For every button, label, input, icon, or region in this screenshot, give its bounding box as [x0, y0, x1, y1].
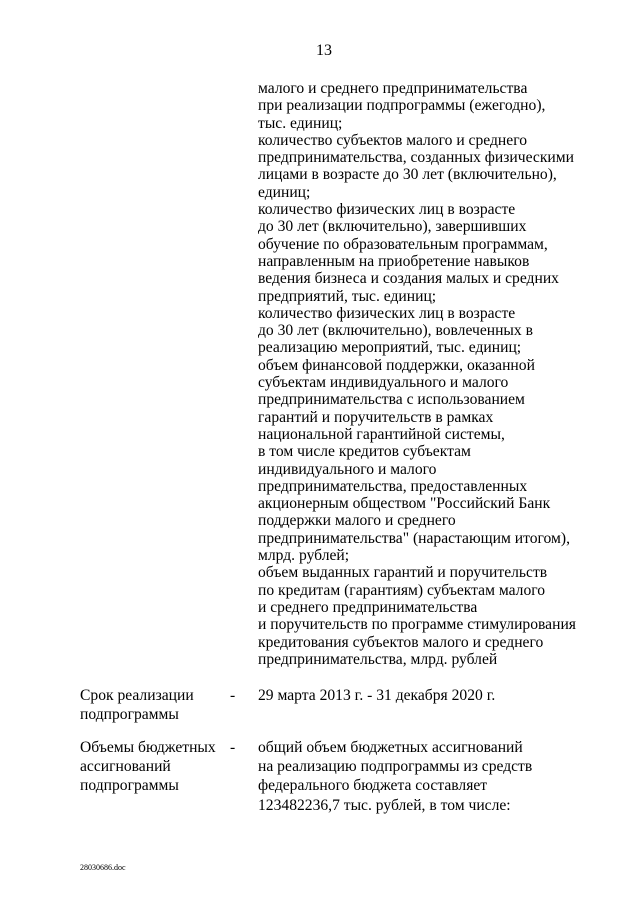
label-line: подпрограммы: [80, 706, 179, 724]
value-line: 123482236,7 тыс. рублей, в том числе:: [258, 796, 511, 814]
text-line: предприятий, тыс. единиц;: [258, 287, 437, 305]
text-line: кредитования субъектов малого и среднего: [258, 633, 544, 651]
text-line: индивидуального и малого: [258, 460, 437, 478]
text-line: предпринимательства с использованием: [258, 391, 525, 409]
text-line: обучение по образовательным программам,: [258, 235, 548, 253]
file-name-footer: 28030686.doc: [80, 863, 126, 872]
text-line: количество субъектов малого и среднего: [258, 131, 527, 149]
text-line: единиц;: [258, 183, 311, 201]
text-line: и среднего предпринимательства: [258, 598, 478, 616]
dash: -: [230, 687, 236, 704]
text-line: субъектам индивидуального и малого: [258, 374, 509, 392]
text-line: по кредитам (гарантиям) субъектам малого: [258, 581, 546, 599]
row-label: [80, 686, 194, 724]
text-line: предпринимательства" (нарастающим итогом),: [258, 529, 570, 547]
page-number: 13: [316, 42, 332, 59]
value-line: 29 марта 2013 г. - 31 декабря 2020 г.: [258, 687, 496, 704]
continuation-text: [258, 80, 576, 668]
value-line: федерального бюджета составляет: [258, 777, 488, 795]
text-line: объем финансовой поддержки, оказанной: [258, 356, 535, 374]
text-line: реализацию мероприятий, тыс. единиц;: [258, 339, 522, 357]
label-line: Объемы бюджетных: [80, 739, 216, 756]
text-line: поддержки малого и среднего: [258, 512, 456, 530]
row-value: [258, 686, 495, 705]
text-line: тыс. единиц;: [258, 114, 343, 132]
text-line: количество физических лиц в возрасте: [258, 304, 516, 322]
value-line: общий объем бюджетных ассигнований: [258, 739, 523, 756]
label-line: ассигнований: [80, 758, 171, 776]
text-line: объем выданных гарантий и поручительств: [258, 564, 548, 582]
text-line: в том числе кредитов субъектам: [258, 443, 471, 461]
text-line: акционерным обществом "Российский Банк: [258, 495, 551, 513]
text-line: предпринимательства, млрд. рублей: [258, 650, 498, 668]
text-line: млрд. рублей;: [258, 547, 350, 565]
label-line: Срок реализации: [80, 687, 194, 704]
text-line: до 30 лет (включительно), завершивших: [258, 218, 527, 236]
value-line: на реализацию подпрограммы из средств: [258, 758, 533, 776]
text-line: направленным на приобретение навыков: [258, 252, 530, 270]
text-line: и поручительств по программе стимулирования: [258, 616, 576, 634]
row-value: [258, 738, 532, 815]
text-line: при реализации подпрограммы (ежегодно),: [258, 97, 546, 115]
text-line: гарантий и поручительств в рамках: [258, 408, 494, 426]
row-label: [80, 738, 216, 796]
text-line: количество физических лиц в возрасте: [258, 201, 516, 219]
label-line: подпрограммы: [80, 777, 179, 795]
text-line: ведения бизнеса и создания малых и средних: [258, 270, 559, 288]
text-line: малого и среднего предпринимательства: [258, 80, 528, 97]
text-line: лицами в возрасте до 30 лет (включительно),: [258, 166, 557, 184]
dash: -: [230, 739, 236, 756]
text-line: предпринимательства, предоставленных: [258, 477, 528, 495]
text-line: предпринимательства, созданных физическими: [258, 149, 574, 167]
text-line: до 30 лет (включительно), вовлеченных в: [258, 322, 533, 340]
text-line: национальной гарантийной системы,: [258, 425, 505, 443]
